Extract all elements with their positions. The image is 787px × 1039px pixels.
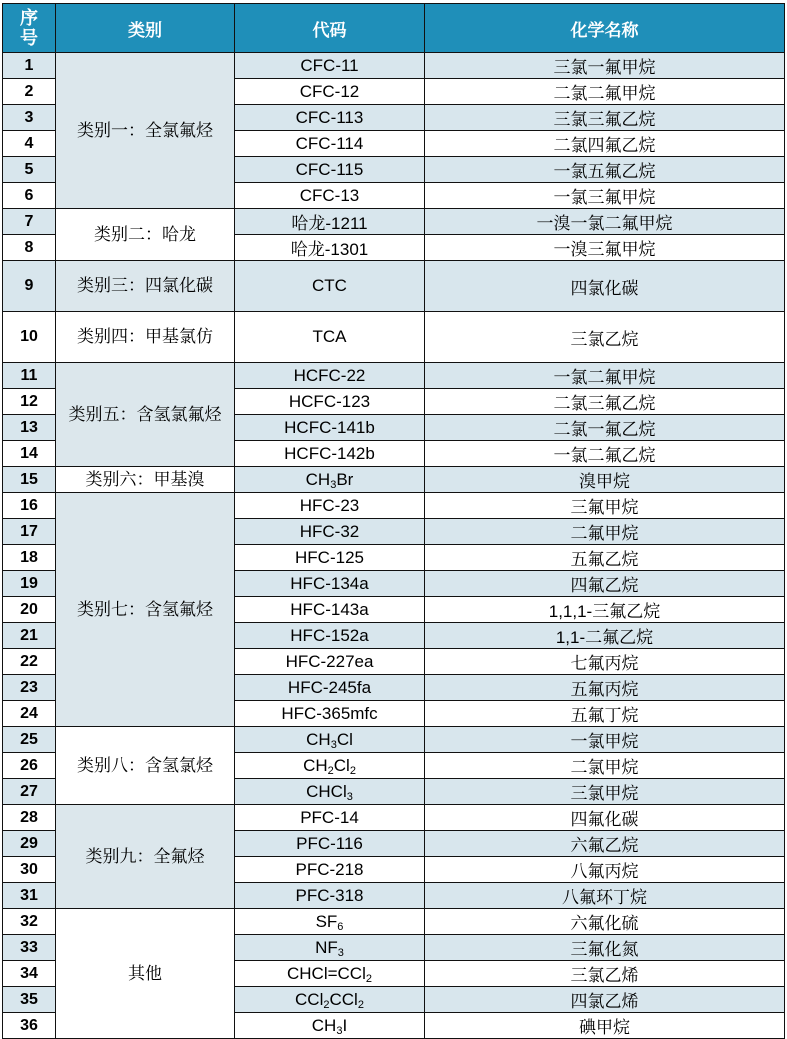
row-chemical-name: 五氟乙烷 <box>425 545 785 571</box>
row-seq: 15 <box>3 467 56 493</box>
row-chemical-name: 1,1-二氟乙烷 <box>425 623 785 649</box>
row-chemical-name: 一氯甲烷 <box>425 727 785 753</box>
row-seq: 9 <box>3 261 56 312</box>
row-code: HFC-125 <box>235 545 425 571</box>
row-code: PFC-218 <box>235 857 425 883</box>
row-chemical-name: 1,1,1-三氟乙烷 <box>425 597 785 623</box>
row-code: CFC-12 <box>235 79 425 105</box>
category-cell: 类别八：含氢氯烃 <box>56 727 235 805</box>
row-code: $NF_3$ <box>235 935 425 961</box>
row-code: PFC-318 <box>235 883 425 909</box>
header-category: 类别 <box>56 4 235 53</box>
row-seq: 23 <box>3 675 56 701</box>
header-seq-label: 序 号 <box>20 8 38 48</box>
row-chemical-name: 二氯三氟乙烷 <box>425 389 785 415</box>
row-code: HCFC-142b <box>235 441 425 467</box>
substance-table <box>2 3 785 1039</box>
row-code: CCl$_2$CCl$_2$ <box>235 987 425 1013</box>
table-row <box>3 261 785 312</box>
row-chemical-name: 一溴一氯二氟甲烷 <box>425 209 785 235</box>
row-code: $CH_2Cl_2$ <box>235 753 425 779</box>
row-seq: 1 <box>3 53 56 79</box>
row-seq: 26 <box>3 753 56 779</box>
row-seq: 18 <box>3 545 56 571</box>
row-seq: 8 <box>3 235 56 261</box>
row-code: HFC-245fa <box>235 675 425 701</box>
row-chemical-name: 四氟乙烷 <box>425 571 785 597</box>
row-seq: 14 <box>3 441 56 467</box>
row-code: PFC-14 <box>235 805 425 831</box>
row-chemical-name: 二氯一氟乙烷 <box>425 415 785 441</box>
row-seq: 24 <box>3 701 56 727</box>
row-seq: 7 <box>3 209 56 235</box>
row-chemical-name: 五氟丁烷 <box>425 701 785 727</box>
row-code: CFC-115 <box>235 157 425 183</box>
row-code: PFC-116 <box>235 831 425 857</box>
row-code: 哈龙-1301 <box>235 235 425 261</box>
row-code: CFC-113 <box>235 105 425 131</box>
row-seq: 2 <box>3 79 56 105</box>
row-chemical-name: 四氯乙烯 <box>425 987 785 1013</box>
row-chemical-name: 八氟丙烷 <box>425 857 785 883</box>
row-chemical-name: 一氯二氟乙烷 <box>425 441 785 467</box>
row-code: 哈龙-1211 <box>235 209 425 235</box>
header-name: 化学名称 <box>425 4 785 53</box>
row-code: HFC-227ea <box>235 649 425 675</box>
row-chemical-name: 溴甲烷 <box>425 467 785 493</box>
row-code: $CH_3Br$ <box>235 467 425 493</box>
row-chemical-name: 五氟丙烷 <box>425 675 785 701</box>
row-chemical-name: 三氟甲烷 <box>425 493 785 519</box>
row-chemical-name: 三氯甲烷 <box>425 779 785 805</box>
row-code: CHCl$_3$ <box>235 779 425 805</box>
row-seq: 4 <box>3 131 56 157</box>
table-row <box>3 209 785 235</box>
table-row <box>3 53 785 79</box>
category-cell: 类别七：含氢氟烃 <box>56 493 235 727</box>
table-row <box>3 909 785 935</box>
header-code: 代码 <box>235 4 425 53</box>
row-code: HCFC-141b <box>235 415 425 441</box>
row-seq: 20 <box>3 597 56 623</box>
header-seq <box>3 4 56 53</box>
row-chemical-name: 一氯三氟甲烷 <box>425 183 785 209</box>
category-cell: 类别二：哈龙 <box>56 209 235 261</box>
row-seq: 17 <box>3 519 56 545</box>
row-seq: 27 <box>3 779 56 805</box>
category-cell: 类别六：甲基溴 <box>56 467 235 493</box>
table-row <box>3 727 785 753</box>
row-code: HFC-23 <box>235 493 425 519</box>
row-code: HFC-32 <box>235 519 425 545</box>
row-seq: 19 <box>3 571 56 597</box>
row-seq: 31 <box>3 883 56 909</box>
category-cell: 类别五：含氢氯氟烃 <box>56 363 235 467</box>
row-chemical-name: 六氟化硫 <box>425 909 785 935</box>
row-code: CFC-114 <box>235 131 425 157</box>
row-chemical-name: 四氟化碳 <box>425 805 785 831</box>
table-header-row <box>3 4 785 53</box>
row-seq: 36 <box>3 1013 56 1039</box>
row-seq: 29 <box>3 831 56 857</box>
row-chemical-name: 八氟环丁烷 <box>425 883 785 909</box>
row-chemical-name: 二氯二氟甲烷 <box>425 79 785 105</box>
category-cell: 类别一：全氯氟烃 <box>56 53 235 209</box>
table-body <box>3 53 785 1039</box>
row-seq: 6 <box>3 183 56 209</box>
row-seq: 30 <box>3 857 56 883</box>
row-seq: 12 <box>3 389 56 415</box>
row-chemical-name: 碘甲烷 <box>425 1013 785 1039</box>
row-code: CHCl=CCl$_2$ <box>235 961 425 987</box>
row-code: HCFC-123 <box>235 389 425 415</box>
row-seq: 3 <box>3 105 56 131</box>
row-code: CFC-11 <box>235 53 425 79</box>
row-chemical-name: 三氯一氟甲烷 <box>425 53 785 79</box>
row-code: HFC-134a <box>235 571 425 597</box>
row-chemical-name: 一氯五氟乙烷 <box>425 157 785 183</box>
row-code: TCA <box>235 312 425 363</box>
row-code: $CH_3Cl$ <box>235 727 425 753</box>
row-seq: 11 <box>3 363 56 389</box>
row-code: CFC-13 <box>235 183 425 209</box>
table-row <box>3 467 785 493</box>
row-code: HCFC-22 <box>235 363 425 389</box>
row-chemical-name: 一氯二氟甲烷 <box>425 363 785 389</box>
row-seq: 25 <box>3 727 56 753</box>
row-chemical-name: 三氯乙烷 <box>425 312 785 363</box>
row-chemical-name: 六氟乙烷 <box>425 831 785 857</box>
category-cell: 类别九：全氟烃 <box>56 805 235 909</box>
category-cell: 其他 <box>56 909 235 1039</box>
row-seq: 13 <box>3 415 56 441</box>
row-seq: 5 <box>3 157 56 183</box>
row-chemical-name: 二氟甲烷 <box>425 519 785 545</box>
row-seq: 34 <box>3 961 56 987</box>
row-chemical-name: 二氯甲烷 <box>425 753 785 779</box>
table-row <box>3 493 785 519</box>
row-chemical-name: 二氯四氟乙烷 <box>425 131 785 157</box>
row-seq: 35 <box>3 987 56 1013</box>
row-chemical-name: 七氟丙烷 <box>425 649 785 675</box>
row-code: $SF_6$ <box>235 909 425 935</box>
table-row <box>3 363 785 389</box>
row-code: CTC <box>235 261 425 312</box>
table-row <box>3 312 785 363</box>
category-cell: 类别四：甲基氯仿 <box>56 312 235 363</box>
row-code: $CH_3I$ <box>235 1013 425 1039</box>
row-seq: 21 <box>3 623 56 649</box>
row-chemical-name: 三氯乙烯 <box>425 961 785 987</box>
table-row <box>3 805 785 831</box>
row-code: HFC-143a <box>235 597 425 623</box>
row-seq: 10 <box>3 312 56 363</box>
row-chemical-name: 三氟化氮 <box>425 935 785 961</box>
row-seq: 22 <box>3 649 56 675</box>
row-seq: 16 <box>3 493 56 519</box>
row-chemical-name: 三氯三氟乙烷 <box>425 105 785 131</box>
row-chemical-name: 四氯化碳 <box>425 261 785 312</box>
row-seq: 33 <box>3 935 56 961</box>
row-seq: 32 <box>3 909 56 935</box>
row-code: HFC-152a <box>235 623 425 649</box>
row-seq: 28 <box>3 805 56 831</box>
category-cell: 类别三：四氯化碳 <box>56 261 235 312</box>
row-chemical-name: 一溴三氟甲烷 <box>425 235 785 261</box>
row-code: HFC-365mfc <box>235 701 425 727</box>
